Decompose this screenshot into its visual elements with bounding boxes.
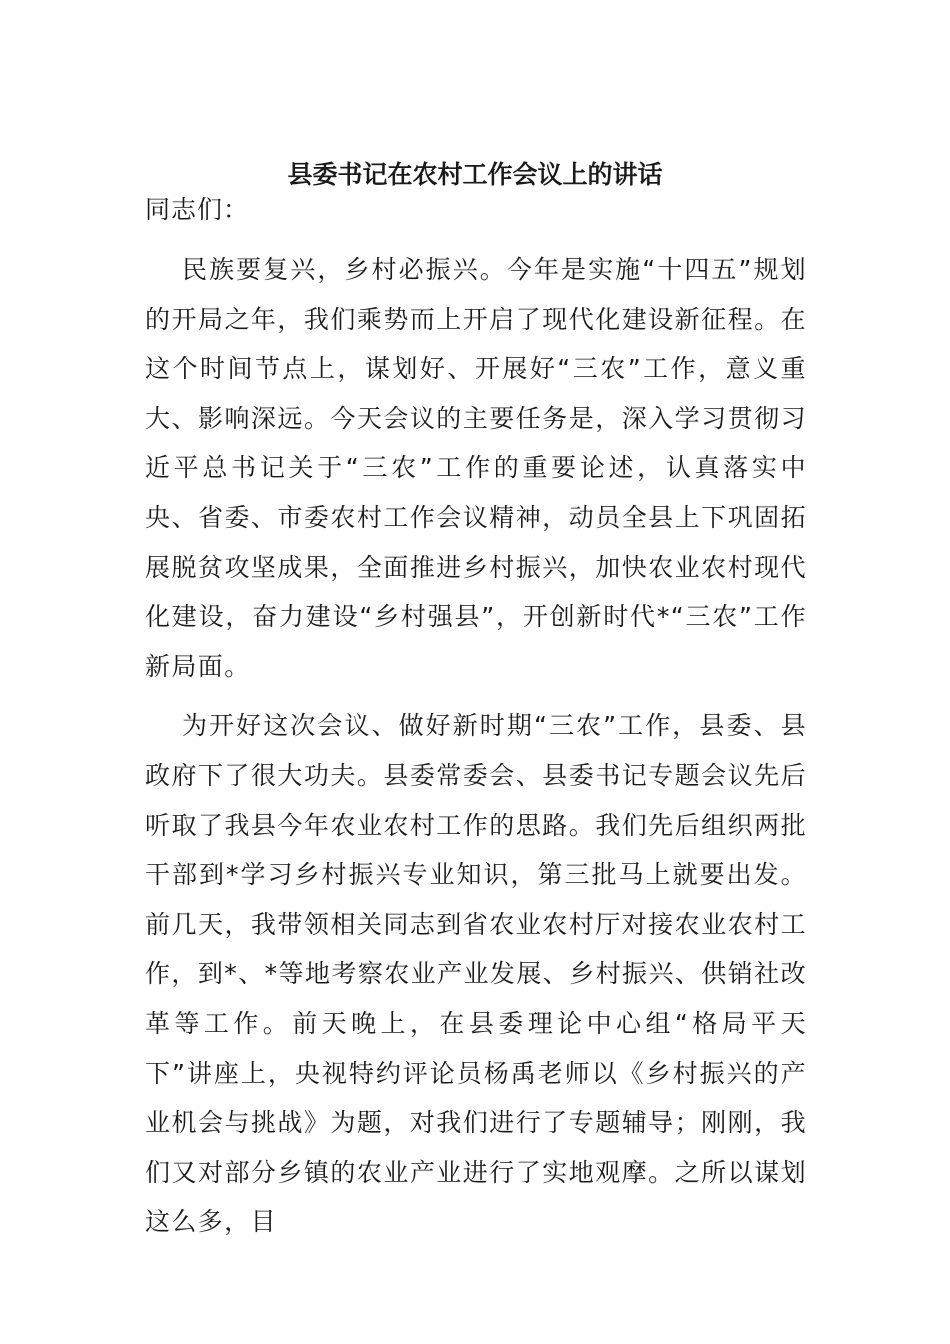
document-title: 县委书记在农村工作会议上的讲话 [287,160,663,189]
paragraph: 民族要复兴，乡村必振兴。今年是实施“十四五”规划的开局之年，我们乘势而上开启了现代化建设新征程。在这个时间节点上，谋划好、开展好“三农”工作，意义重大、影响深远。今天会议的主要任务是，深入学习贯彻习近平总书记关于“三农”工作的重要论述，认真落实中央、省委、市委农村工作会议精神，动员全县上下巩固拓展脱贫攻坚成果，全面推进乡村振兴，加快农业农村现代化建设，奋力建设“乡村强县”，开创新时代*“三农”工作新局面。 [145,255,807,681]
document-body [145,192,807,1257]
paragraph: 为开好这次会议、做好新时期“三农”工作，县委、县政府下了很大功夫。县委常委会、县委书记专题会议先后听取了我县今年农业农村工作的思路。我们先后组织两批干部到*学习乡村振兴专业知识，第三批马上就要出发。前几天，我带领相关同志到省农业农村厅对接农业农村工作，到*、*等地考察农业产业发展、乡村振兴、供销社改革等工作。前天晚上，在县委理论中心组“格局平天下”讲座上，央视特约评论员杨禹老师以《乡村振兴的产业机会与挑战》为题，对我们进行了专题辅导；刚刚，我们又对部分乡镇的农业产业进行了实地观摩。之所以谋划这么多，目 [145,711,807,1237]
salutation: 同志们： [145,195,250,224]
